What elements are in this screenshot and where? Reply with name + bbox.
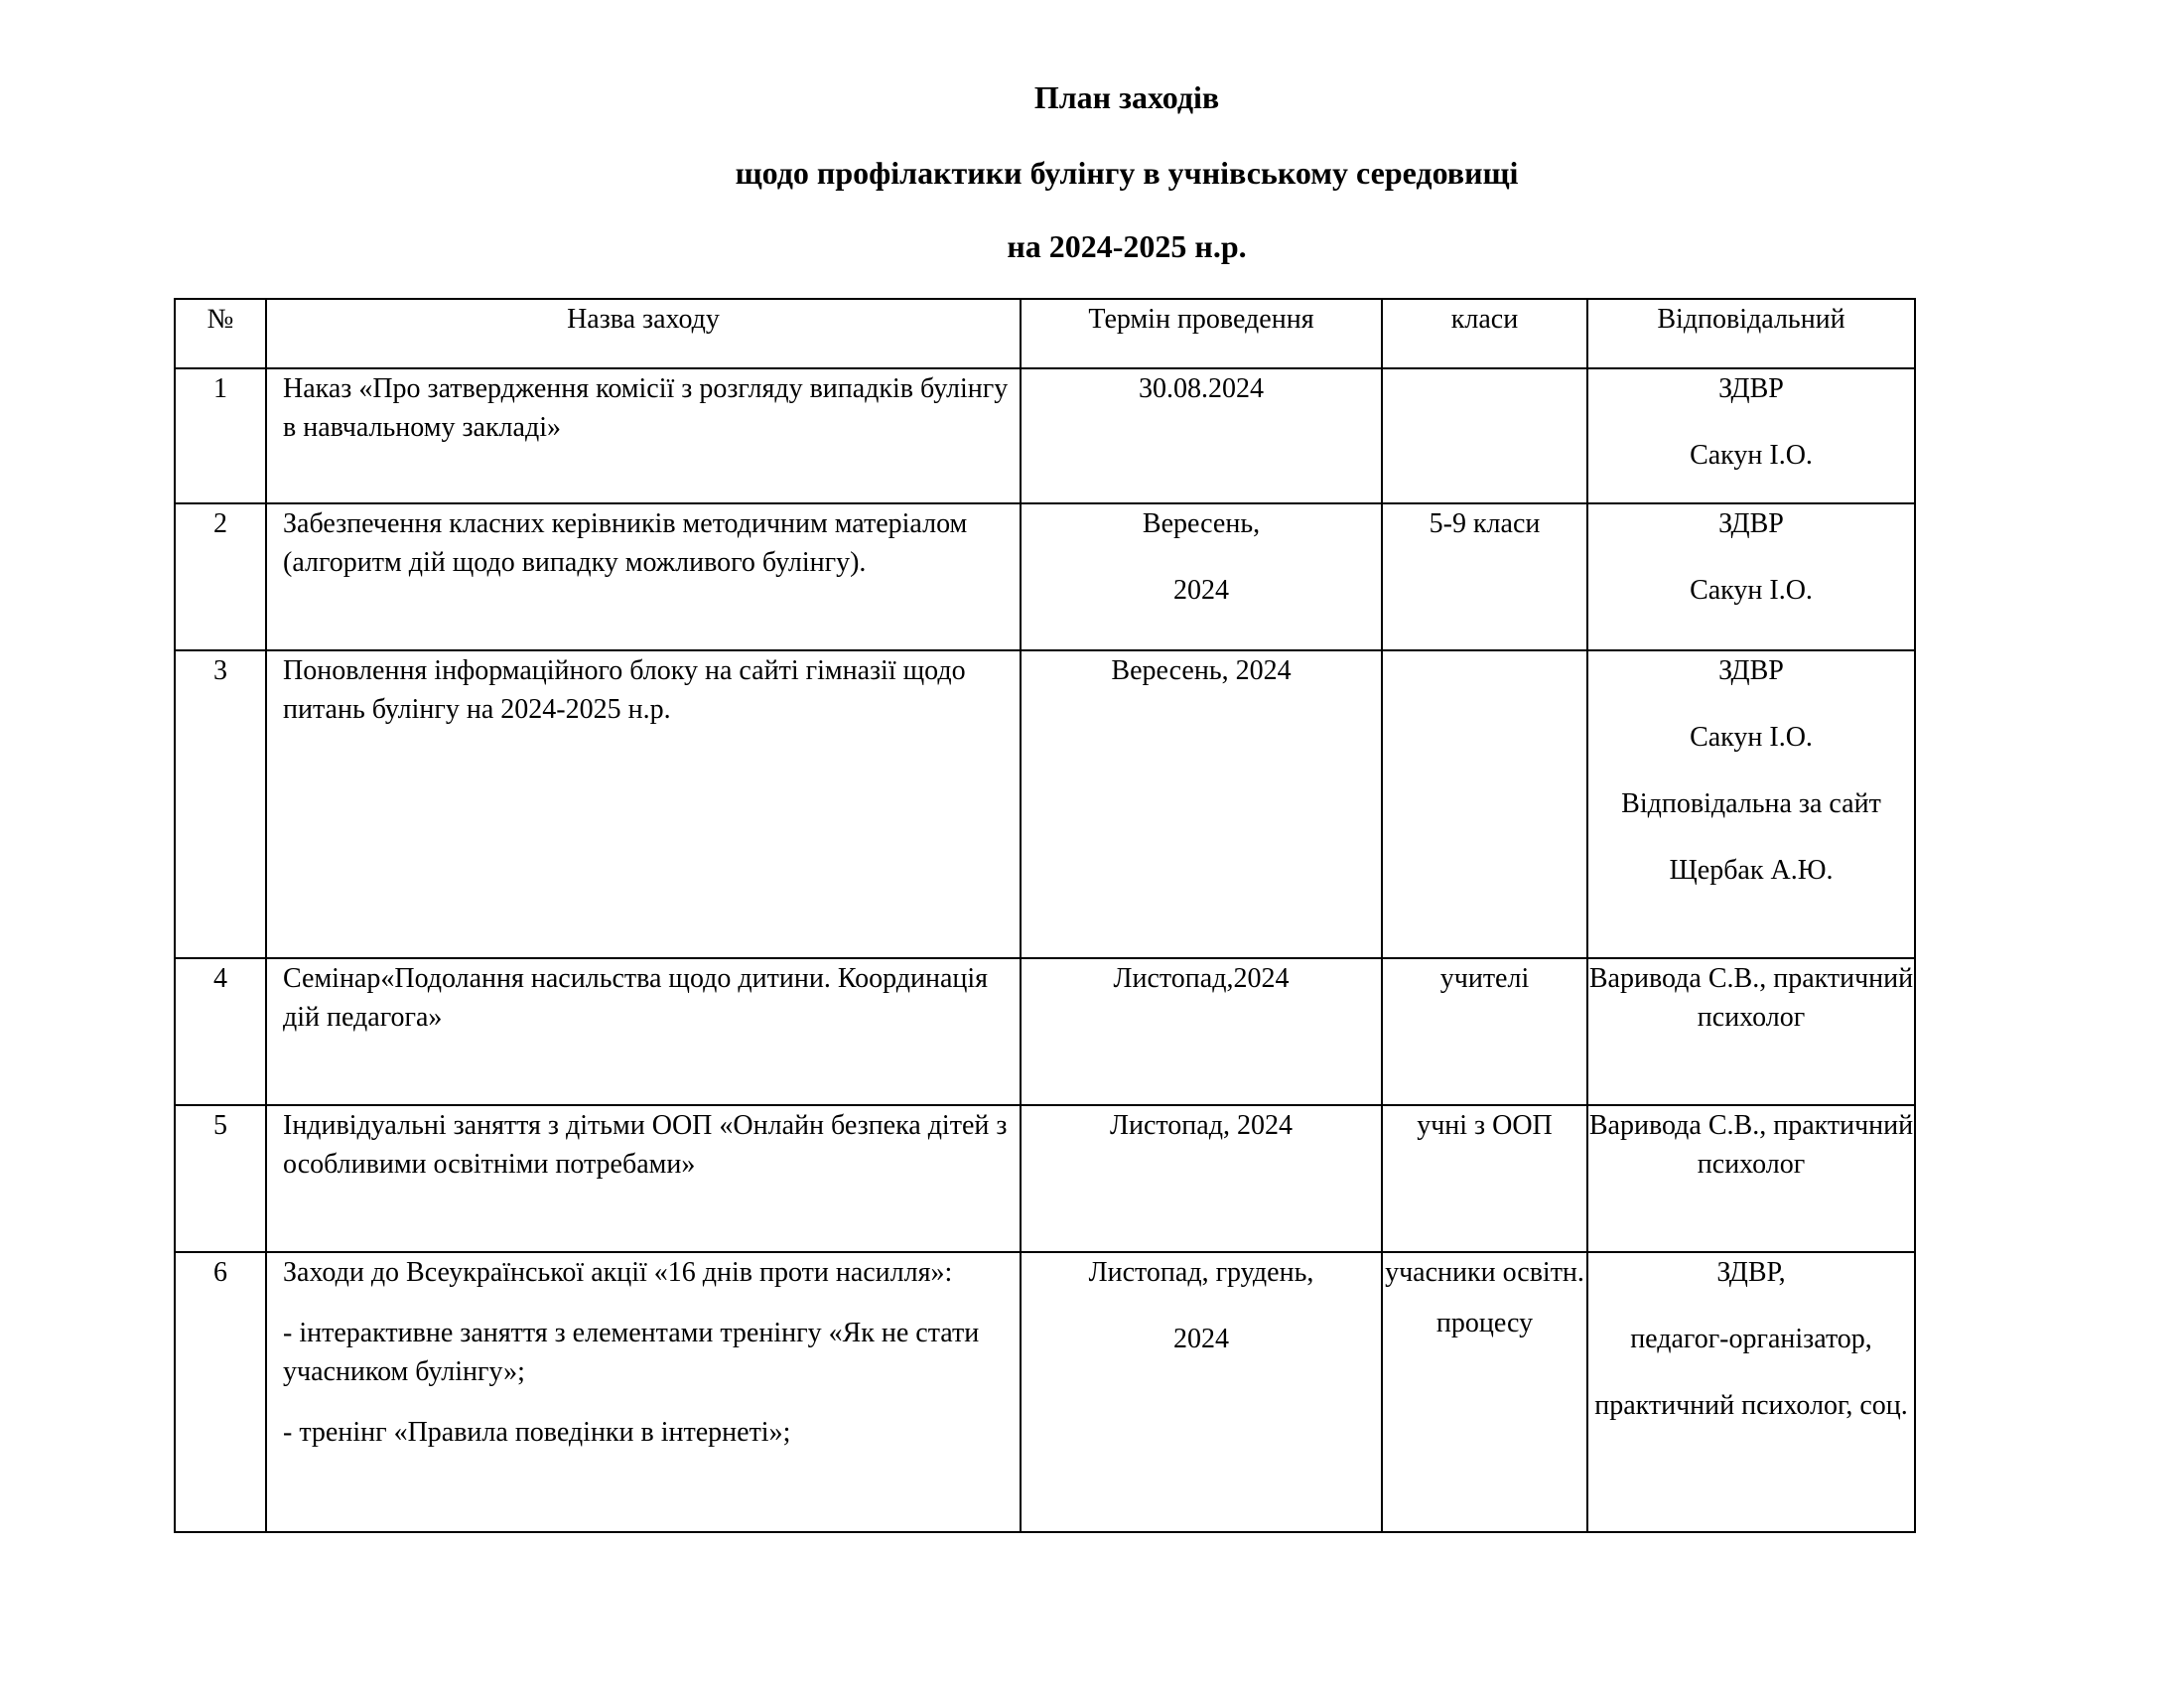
table-row: [175, 503, 1915, 650]
classes-text: учителі: [1439, 963, 1530, 994]
header-classes: класи: [1382, 299, 1587, 368]
classes-text: процесу: [1435, 1308, 1534, 1338]
measure-responsible: [1587, 958, 1915, 1105]
measure-name-text: Заходи до Всеукраїнської акції «16 днів проти насилля»:: [283, 1257, 953, 1288]
responsible-text: педагог-організатор,: [1630, 1324, 1872, 1354]
responsible-text: ЗДВР: [1718, 508, 1784, 539]
term-text: 2024: [1173, 575, 1229, 606]
row-number: 1: [175, 368, 266, 503]
measure-name: [266, 650, 1021, 958]
measure-classes: [1382, 650, 1587, 958]
header-responsible: Відповідальний: [1587, 299, 1915, 368]
responsible-text: Відповідальна за сайт: [1621, 788, 1881, 819]
term-text: Вересень,: [1142, 508, 1261, 539]
measure-classes: [1382, 503, 1587, 650]
measure-name: [266, 503, 1021, 650]
measure-name-text: - тренінг «Правила поведінки в інтернеті»;: [283, 1417, 791, 1448]
term-text: Листопад, грудень,: [1088, 1257, 1314, 1288]
measure-name-text: - інтерактивне заняття з елементами тренінгу «Як не стати учасником булінгу»;: [283, 1318, 980, 1387]
header-number: №: [175, 299, 266, 368]
responsible-text: Сакун І.О.: [1690, 722, 1813, 753]
document-title: План заходів: [1033, 79, 1220, 115]
measure-name-text: Забезпечення класних керівників методичним матеріалом (алгоритм дій щодо випадку можливого булінгу).: [283, 508, 968, 578]
measure-classes: [1382, 1105, 1587, 1252]
measure-term: [1021, 650, 1382, 958]
measure-classes: [1382, 368, 1587, 503]
measure-responsible: [1587, 368, 1915, 503]
measure-term: [1021, 1105, 1382, 1252]
row-number: 4: [175, 958, 266, 1105]
responsible-text: Сакун І.О.: [1690, 440, 1813, 471]
classes-text: учні з ООП: [1417, 1110, 1553, 1141]
term-text: 2024: [1173, 1324, 1229, 1354]
responsible-text: Сакун І.О.: [1690, 575, 1813, 606]
row-number: 2: [175, 503, 266, 650]
table-row: [175, 650, 1915, 958]
measure-name-text: Семінар«Подолання насильства щодо дитини. Координація дій педагога»: [283, 963, 989, 1033]
classes-text: 5-9 класи: [1429, 508, 1541, 539]
responsible-text: Варивода С.В., практичний психолог: [1588, 1110, 1914, 1180]
document-subtitle: щодо профілактики булінгу в учнівському середовищі: [735, 155, 1519, 191]
measure-responsible: [1587, 1105, 1915, 1252]
document-period: на 2024-2025 н.р.: [1007, 228, 1247, 264]
measure-term: [1021, 503, 1382, 650]
responsible-text: ЗДВР: [1718, 373, 1784, 404]
responsible-text: Щербак А.Ю.: [1669, 855, 1834, 886]
measure-term: [1021, 1252, 1382, 1532]
term-text: 30.08.2024: [1139, 373, 1264, 404]
measure-term: [1021, 368, 1382, 503]
measure-name-text: Наказ «Про затвердження комісії з розгляду випадків булінгу в навчальному закладі»: [283, 373, 1009, 443]
measure-responsible: [1587, 650, 1915, 958]
responsible-text: Варивода С.В., практичний психолог: [1588, 963, 1914, 1033]
measure-term: [1021, 958, 1382, 1105]
measure-classes: [1382, 1252, 1587, 1532]
table-row: [175, 368, 1915, 503]
responsible-text: ЗДВР,: [1716, 1257, 1786, 1288]
row-number: 3: [175, 650, 266, 958]
header-term: Термін проведення: [1021, 299, 1382, 368]
measure-name-text: Поновлення інформаційного блоку на сайті гімназії щодо питань булінгу на 2024-2025 н.р.: [283, 655, 966, 725]
measures-table: [174, 298, 1916, 1533]
responsible-text: ЗДВР: [1718, 655, 1784, 686]
measure-name-text: Індивідуальні заняття з дітьми ООП «Онлайн безпека дітей з особливими освітніми потребами»: [283, 1110, 1008, 1180]
measure-classes: [1382, 958, 1587, 1105]
measure-responsible: [1587, 503, 1915, 650]
measure-name: [266, 368, 1021, 503]
responsible-text: практичний психолог, соц.: [1594, 1390, 1908, 1421]
table-row: [175, 958, 1915, 1105]
measure-name: [266, 1105, 1021, 1252]
row-number: 6: [175, 1252, 266, 1532]
term-text: Листопад, 2024: [1110, 1110, 1293, 1141]
measure-name: [266, 958, 1021, 1105]
table-header-row: [175, 299, 1915, 368]
header-name: Назва заходу: [266, 299, 1021, 368]
classes-text: учасники освітн.: [1385, 1257, 1584, 1288]
table-row: [175, 1252, 1915, 1532]
term-text: Вересень, 2024: [1111, 655, 1292, 686]
measure-name: [266, 1252, 1021, 1532]
term-text: Листопад,2024: [1113, 963, 1290, 994]
row-number: 5: [175, 1105, 266, 1252]
measure-responsible: [1587, 1252, 1915, 1532]
table-row: [175, 1105, 1915, 1252]
